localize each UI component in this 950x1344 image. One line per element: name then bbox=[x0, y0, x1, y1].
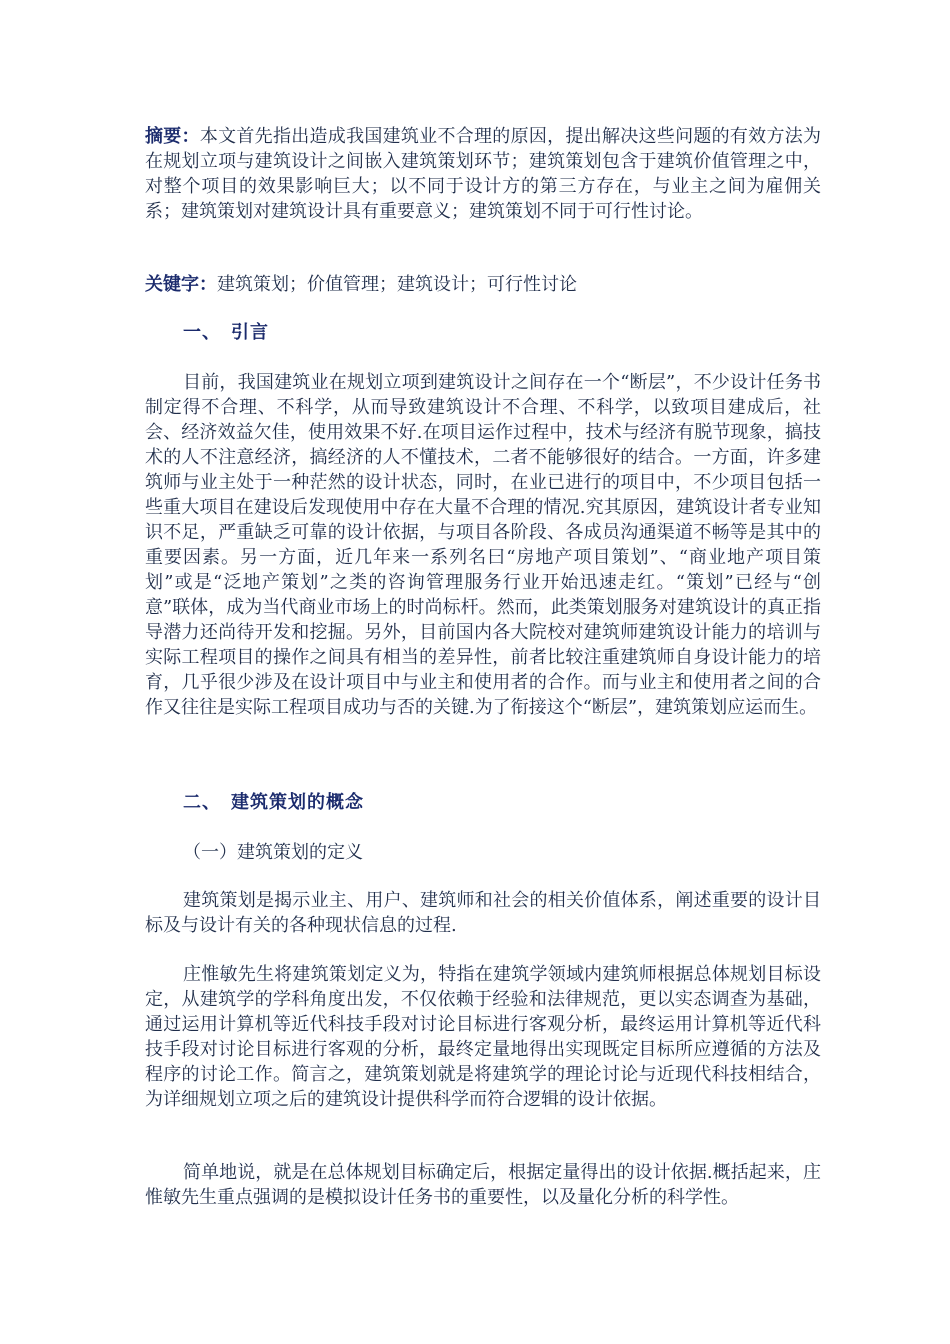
abstract-paragraph bbox=[145, 124, 821, 224]
section1-title: 引言 bbox=[231, 322, 269, 343]
section1-paragraph: 目前，我国建筑业在规划立项到建筑设计之间存在一个“断层”，不少设计任务书制定得不合理、不科学，从而导致建筑设计不合理、不科学，以致项目建成后，社会、经济效益欠佳，使用效果不好.在项目运作过程中，技术与经济有脱节现象，搞技术的人不注意经济，搞经济的人不懂技术，二者不能够很好的结合。一方面，许多建筑师与业主处于一种茫然的设计状态，同时，在业已进行的项目中，不少项目包括一些重大项目在建设后发现使用中存在大量不合理的情况.究其原因，建筑设计者专业知识不足，严重缺乏可靠的设计依据，与项目各阶段、各成员沟通渠道不畅等是其中的重要因素。另一方面，近几年来一系列名曰“房地产项目策划”、“商业地产项目策划”或是“泛地产策划”之类的咨询管理服务行业开始迅速走红。“策划”已经与“创意”联体，成为当代商业市场上的时尚标杆。然而，此类策划服务对建筑设计的真正指导潜力还尚待开发和挖掘。另外，目前国内各大院校对建筑师建筑设计能力的培训与实际工程项目的操作之间具有相当的差异性，前者比较注重建筑师自身设计能力的培育，几乎很少涉及在设计项目中与业主和使用者的合作。而与业主和使用者之间的合作又往往是实际工程项目成功与否的关键.为了衔接这个“断层”，建筑策划应运而生。 bbox=[145, 372, 821, 718]
section2-heading bbox=[145, 790, 821, 815]
section2-paragraph-3: 简单地说，就是在总体规划目标确定后，根据定量得出的设计依据.概括起来，庄惟敏先生重点强调的是模拟设计任务书的重要性，以及量化分析的科学性。 bbox=[145, 1162, 821, 1208]
section2-paragraph-1: 建筑策划是揭示业主、用户、建筑师和社会的相关价值体系，阐述重要的设计目标及与设计有关的各种现状信息的过程. bbox=[145, 890, 821, 936]
section1-number: 一、 bbox=[183, 322, 221, 343]
section2-subheading: （一）建筑策划的定义 bbox=[183, 842, 363, 863]
section2-number: 二、 bbox=[183, 792, 221, 813]
section1-heading bbox=[145, 320, 821, 345]
keywords-line bbox=[145, 272, 821, 297]
keywords-text: 建筑策划；价值管理；建筑设计；可行性讨论 bbox=[217, 274, 577, 295]
section2-title: 建筑策划的概念 bbox=[231, 792, 364, 813]
abstract-label: 摘要： bbox=[145, 126, 200, 147]
keywords-label: 关键字： bbox=[145, 274, 217, 295]
section2-paragraph-2: 庄惟敏先生将建筑策划定义为，特指在建筑学领域内建筑师根据总体规划目标设定，从建筑学的学科角度出发，不仅依赖于经验和法律规范，更以实态调查为基础，通过运用计算机等近代科技手段对讨论目标进行客观分析，最终运用计算机等近代科技手段对讨论目标进行客观的分析，最终定量地得出实现既定目标所应遵循的方法及程序的讨论工作。简言之，建筑策划就是将建筑学的理论讨论与近现代科技相结合，为详细规划立项之后的建筑设计提供科学而符合逻辑的设计依据。 bbox=[145, 964, 821, 1110]
abstract-text: 本文首先指出造成我国建筑业不合理的原因，提出解决这些问题的有效方法为在规划立项与建筑设计之间嵌入建筑策划环节；建筑策划包含于建筑价值管理之中，对整个项目的效果影响巨大；以不同于设计方的第三方存在，与业主之间为雇佣关系；建筑策划对建筑设计具有重要意义；建筑策划不同于可行性讨论。 bbox=[145, 126, 822, 222]
